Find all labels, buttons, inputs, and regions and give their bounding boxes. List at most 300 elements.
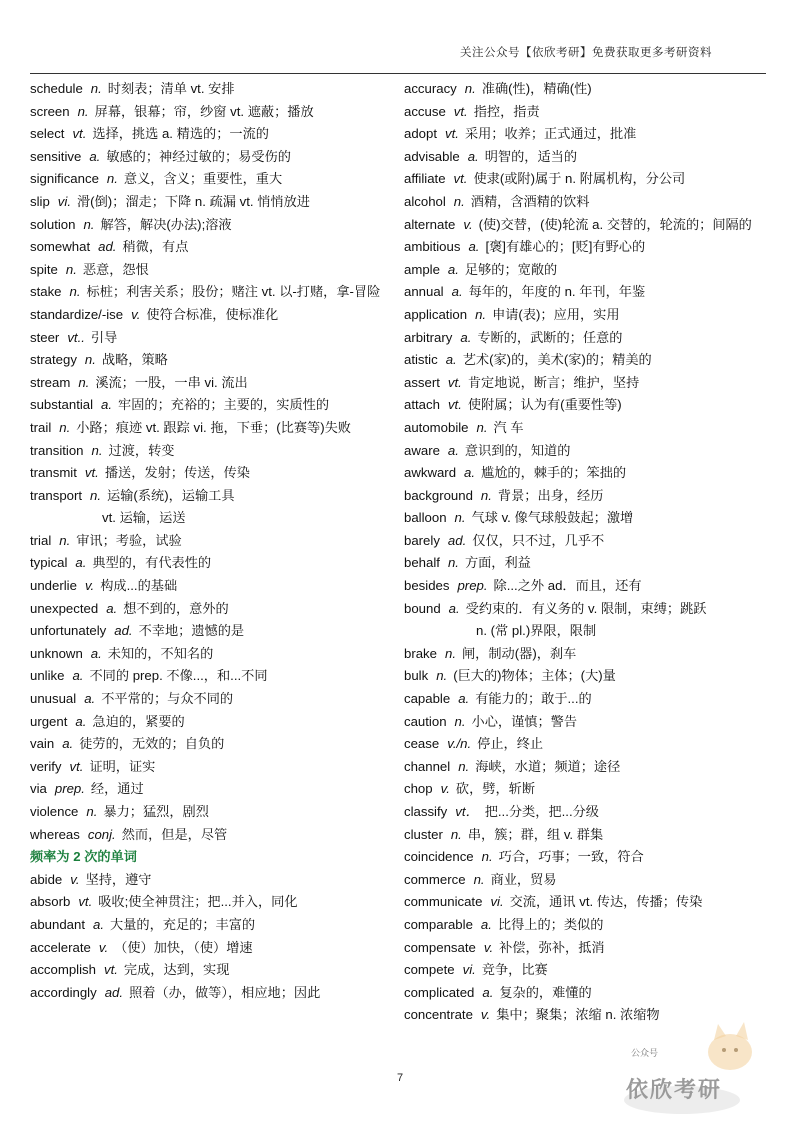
vocab-entry <box>30 801 388 824</box>
vocab-meaning: 受约束的．有义务的 v. 限制，束缚；跳跃 <box>465 600 707 616</box>
vocab-entry <box>404 281 776 304</box>
vocab-word: compensate <box>404 939 476 955</box>
part-of-speech: n. <box>59 419 71 435</box>
left-bottom-list <box>30 530 388 846</box>
vocab-word: automobile <box>404 419 469 435</box>
vocab-entry <box>404 824 776 847</box>
part-of-speech: n. <box>447 555 459 571</box>
part-of-speech: vt． <box>455 804 479 819</box>
part-of-speech: n. <box>78 374 90 390</box>
vocab-entry <box>404 394 776 417</box>
part-of-speech: prep. <box>457 578 488 594</box>
part-of-speech: a. <box>101 397 113 413</box>
part-of-speech: a. <box>448 600 460 616</box>
part-of-speech: n. <box>84 352 96 368</box>
left-section-list <box>30 869 388 1005</box>
vocab-meaning: 照着（办，做等），相应地；因此 <box>129 984 321 1000</box>
part-of-speech: vt. <box>78 894 93 910</box>
vocab-meaning: 准确(性)，精确(性) <box>481 81 592 96</box>
vocab-meaning: 完成，达到，实现 <box>123 962 230 978</box>
vocab-word: comparable <box>404 916 473 932</box>
vocab-word: adopt <box>404 126 438 142</box>
vocab-word: spite <box>30 261 58 277</box>
vocab-meaning: 气球 v. 像气球般鼓起；激增 <box>471 510 634 526</box>
vocab-entry <box>30 982 388 1005</box>
page-header: 关注公众号【依欣考研】免费获取更多考研资料 <box>460 45 712 59</box>
part-of-speech: a. <box>75 713 87 729</box>
vocab-meaning: 申请(表)；应用，实用 <box>492 306 620 322</box>
vocab-meaning: 大量的，充足的；丰富的 <box>110 916 256 932</box>
vocab-entry <box>30 168 388 191</box>
vocab-entry <box>30 598 388 621</box>
vocab-word: arbitrary <box>404 329 453 345</box>
vocab-word: standardize/-ise <box>30 306 124 322</box>
part-of-speech: n. <box>454 713 466 729</box>
vocab-entry <box>404 259 776 282</box>
part-of-speech: ad. <box>114 623 133 639</box>
vocab-meaning: 停止，终止 <box>477 736 544 752</box>
vocab-entry <box>30 462 388 485</box>
part-of-speech: vt. <box>103 962 118 978</box>
vocab-word: sensitive <box>30 148 82 164</box>
part-of-speech: v. <box>84 578 95 594</box>
vocab-meaning: 构成...的基础 <box>100 578 178 594</box>
vocab-meaning: 证明，证实 <box>89 758 156 774</box>
vocab-meaning: 不同的 prep. 不像...，和...不同 <box>89 668 268 684</box>
vocab-meaning: 尴尬的，棘手的；笨拙的 <box>481 465 627 481</box>
vocab-entry <box>30 688 388 711</box>
vocab-word: capable <box>404 691 451 707</box>
vocab-meaning: 未知的，不知名的 <box>107 645 214 661</box>
vocab-entry <box>404 891 776 914</box>
part-of-speech: v. <box>70 871 80 887</box>
vocab-entry <box>404 756 776 779</box>
vocab-word: ample <box>404 261 440 277</box>
vocab-meaning: 每年的，年度的 n. 年刊，年鉴 <box>468 284 646 300</box>
part-of-speech: a. <box>451 284 463 300</box>
part-of-speech: n. <box>473 871 485 887</box>
vocab-meaning: 典型的，有代表性的 <box>92 555 212 571</box>
vocab-word: transmit <box>30 465 77 481</box>
vocab-word: cluster <box>404 826 443 842</box>
part-of-speech: a. <box>482 984 494 1000</box>
vocab-word: unlike <box>30 668 65 684</box>
vocab-meaning: 使符合标准，使标准化 <box>146 306 279 322</box>
vocab-entry <box>404 801 776 824</box>
part-of-speech: prep. <box>54 781 85 797</box>
vocab-entry <box>30 372 388 395</box>
vocab-entry <box>404 688 776 711</box>
part-of-speech: n. <box>475 306 487 322</box>
vocab-entry <box>404 462 776 485</box>
vocab-word: trial <box>30 532 52 548</box>
part-of-speech: vt. <box>447 374 462 390</box>
vocab-word: schedule <box>30 81 83 96</box>
part-of-speech: a. <box>464 465 476 481</box>
vocab-meaning: 明智的，适当的 <box>484 148 578 164</box>
vocab-word: steer <box>30 329 60 345</box>
vocab-word: unknown <box>30 645 83 661</box>
vocab-meaning: 复杂的，难懂的 <box>499 984 592 1000</box>
vocab-meaning: 时刻表；清单 vt. 安排 <box>107 81 235 96</box>
part-of-speech: a. <box>84 691 96 707</box>
vocab-word: alcohol <box>404 193 446 209</box>
vocab-entry <box>404 168 776 191</box>
part-of-speech: vi. <box>462 962 476 978</box>
vocab-meaning: 专断的，武断的；任意的 <box>477 329 623 345</box>
vocab-meaning: (使)交替，(使)轮流 a. 交替的，轮流的；间隔的 <box>478 216 752 232</box>
vocab-entry <box>404 191 776 214</box>
vocab-meaning: 标桩；利害关系；股份；赌注 vt. 以-打赌，拿-冒险 <box>86 284 381 300</box>
vocab-word: underlie <box>30 578 77 594</box>
part-of-speech: n. <box>90 81 102 96</box>
vocab-entry <box>404 123 776 146</box>
vocab-word: trail <box>30 419 52 435</box>
vocab-word: behalf <box>404 555 440 571</box>
vocab-word: somewhat <box>30 239 91 255</box>
vocab-meaning: 播送，发射；传送，传染 <box>104 465 250 481</box>
part-of-speech: v./n. <box>447 736 472 752</box>
vocab-word: violence <box>30 804 79 819</box>
vocab-word: abide <box>30 871 63 887</box>
vocab-word: ambitious <box>404 239 461 255</box>
part-of-speech: n. <box>480 487 492 503</box>
vocab-entry <box>30 711 388 734</box>
part-of-speech: n. <box>86 804 98 819</box>
vocab-meaning: （使）加快，（使）增速 <box>114 939 253 955</box>
vocab-word: barely <box>404 532 440 548</box>
vocab-meaning: 仅仅，只不过，几乎不 <box>472 532 605 548</box>
vocab-word: unfortunately <box>30 623 107 639</box>
vocab-meaning: 指控，指责 <box>473 103 540 119</box>
vocab-word: background <box>404 487 473 503</box>
part-of-speech: v. <box>463 216 473 232</box>
vocab-meaning: 把...分类，把...分级 <box>484 804 599 819</box>
vocab-meaning: 比得上的；类似的 <box>497 916 604 932</box>
vocab-entry <box>30 101 388 124</box>
part-of-speech: vt. <box>84 465 99 481</box>
part-of-speech: a. <box>89 148 101 164</box>
right-column <box>404 78 776 1027</box>
part-of-speech: n. <box>436 668 448 684</box>
vocab-entry <box>404 101 776 124</box>
part-of-speech: v. <box>440 781 450 797</box>
vocab-entry <box>404 440 776 463</box>
vocab-word: transport <box>30 487 83 503</box>
vocab-word: channel <box>404 758 451 774</box>
vocab-entry <box>30 394 388 417</box>
vocab-meaning: 吸收;使全神贯注；把...并入，同化 <box>98 894 298 910</box>
vocab-meaning: 足够的；宽敞的 <box>464 261 558 277</box>
vocab-meaning: 选择，挑选 a. 精选的；一流的 <box>92 126 269 142</box>
bound-continuation: n. (常 pl.)界限，限制 <box>476 623 597 639</box>
vocab-entry <box>30 914 388 937</box>
vocab-meaning: 竞争，比赛 <box>481 962 548 978</box>
vocab-entry <box>404 236 776 259</box>
part-of-speech: vt. <box>453 103 468 119</box>
part-of-speech: vt.. <box>67 329 85 345</box>
vocab-word: via <box>30 781 47 797</box>
vocab-word: brake <box>404 645 437 661</box>
part-of-speech: conj. <box>87 826 116 842</box>
vocab-entry <box>404 304 776 327</box>
vocab-word: accomplish <box>30 962 96 978</box>
vocab-entry <box>30 146 388 169</box>
part-of-speech: v. <box>483 939 494 955</box>
vocab-entry <box>30 665 388 688</box>
vocab-entry <box>30 259 388 282</box>
vocab-meaning: 恶意，怨恨 <box>82 261 149 277</box>
vocab-entry <box>404 146 776 169</box>
vocab-meaning: 有能力的；敢于...的 <box>475 691 592 707</box>
vocab-meaning: 解答，解决(办法);溶液 <box>100 216 232 232</box>
vocab-word: substantial <box>30 397 94 413</box>
section-heading: 频率为 2 次的单词 <box>30 849 137 865</box>
vocab-entry <box>30 937 388 960</box>
vocab-word: chop <box>404 781 433 797</box>
part-of-speech: n. <box>83 216 95 232</box>
vocab-word: attach <box>404 397 440 413</box>
page-number: 7 <box>396 1072 404 1084</box>
vocab-entry <box>404 530 776 553</box>
vocab-meaning: 使隶(或附)属于 n. 附属机构，分公司 <box>473 171 686 187</box>
header-rule <box>30 73 766 74</box>
part-of-speech: n. <box>445 645 456 661</box>
vocab-entry <box>404 214 776 237</box>
left-top-list <box>30 78 388 507</box>
vocab-entry <box>404 598 776 621</box>
part-of-speech: v. <box>131 306 141 322</box>
vocab-meaning: 屏幕，银幕；帘，纱窗 vt. 遮蔽；播放 <box>94 103 314 119</box>
vocab-word: assert <box>404 374 440 390</box>
vocab-word: compete <box>404 962 455 978</box>
vocab-meaning: 审讯；考验，试验 <box>76 532 182 548</box>
part-of-speech: v. <box>98 939 109 955</box>
vocab-meaning: 然而，但是，尽管 <box>121 826 228 842</box>
part-of-speech: vt. <box>447 397 462 413</box>
vocab-word: advisable <box>404 148 460 164</box>
vocab-meaning: 战略，策略 <box>101 352 168 368</box>
vocab-meaning: 坚持，遵守 <box>85 871 152 887</box>
part-of-speech: vt. <box>445 126 459 142</box>
vocab-meaning: 集中；聚集；浓缩 n. 浓缩物 <box>496 1007 660 1023</box>
vocab-meaning: (巨大的)物体；主体；(大)量 <box>453 668 616 684</box>
vocab-entry <box>30 440 388 463</box>
vocab-meaning: 酒精，含酒精的饮料 <box>470 193 590 209</box>
vocab-entry <box>404 349 776 372</box>
vocab-meaning: [褒]有雄心的；[贬]有野心的 <box>485 239 646 255</box>
part-of-speech: n. <box>464 81 476 96</box>
vocab-entry <box>404 665 776 688</box>
vocab-entry <box>404 485 776 508</box>
part-of-speech: a. <box>106 600 118 616</box>
part-of-speech: vt. <box>453 171 468 187</box>
vocab-entry <box>30 530 388 553</box>
vocab-entry <box>404 78 776 101</box>
vocab-meaning: 运输(系统)，运输工具 <box>107 487 235 503</box>
right-top-list <box>404 78 776 620</box>
part-of-speech: vt. <box>69 758 84 774</box>
part-of-speech: a. <box>62 736 74 752</box>
vocab-word: aware <box>404 442 440 458</box>
vocab-word: affiliate <box>404 171 446 187</box>
vocab-meaning: 暴力；猛烈，剧烈 <box>103 804 209 819</box>
vocab-meaning: 小心，谨慎；警告 <box>471 713 578 729</box>
vocab-entry <box>30 620 388 643</box>
vocab-entry <box>30 236 388 259</box>
vocab-entry <box>404 914 776 937</box>
vocab-meaning: 补偿，弥补，抵消 <box>499 939 605 955</box>
vocab-meaning: 经，通过 <box>90 781 144 797</box>
vocab-word: awkward <box>404 465 457 481</box>
part-of-speech: n. <box>59 532 71 548</box>
vocab-word: verify <box>30 758 62 774</box>
part-of-speech: n. <box>454 510 466 526</box>
vocab-word: besides <box>404 578 450 594</box>
vocab-entry <box>404 575 776 598</box>
vocab-word: communicate <box>404 894 483 910</box>
vocab-entry <box>404 869 776 892</box>
part-of-speech: a. <box>468 239 480 255</box>
vocab-word: caution <box>404 713 447 729</box>
vocab-word: whereas <box>30 826 80 842</box>
vocab-word: accuse <box>404 103 446 119</box>
vocab-word: significance <box>30 171 99 187</box>
vocab-entry <box>404 846 776 869</box>
vocab-word: unexpected <box>30 600 99 616</box>
vocab-meaning: 过渡，转变 <box>108 442 175 458</box>
vocab-meaning: 滑(倒)；溜走；下降 n. 疏漏 vt. 悄悄放进 <box>76 193 310 209</box>
part-of-speech: n. <box>106 171 118 187</box>
vocab-word: absorb <box>30 894 71 910</box>
vocab-word: urgent <box>30 713 68 729</box>
vocab-meaning: 汽 车 <box>493 419 524 435</box>
vocab-word: accuracy <box>404 81 457 96</box>
vocab-word: classify <box>404 804 448 819</box>
vocab-meaning: 小路；痕迹 vt. 跟踪 vi. 拖，下垂；(比赛等)失败 <box>76 419 351 435</box>
watermark-small: 公众号 <box>631 1048 659 1058</box>
part-of-speech: n. <box>450 826 462 842</box>
part-of-speech: a. <box>90 645 102 661</box>
vocab-meaning: 串，簇；群，组 v. 群集 <box>467 826 604 842</box>
vocab-entry <box>30 485 388 508</box>
vocab-entry <box>30 756 388 779</box>
vocab-meaning: 急迫的，紧要的 <box>92 713 185 729</box>
part-of-speech: a. <box>458 691 470 707</box>
vocab-word: atistic <box>404 352 438 368</box>
vocab-word: bound <box>404 600 441 616</box>
part-of-speech: a. <box>447 442 459 458</box>
vocab-word: strategy <box>30 352 77 368</box>
vocab-entry <box>404 552 776 575</box>
vocab-meaning: 使附属；认为有(重要性等) <box>467 397 622 413</box>
right-bottom-list <box>404 643 776 1027</box>
vocab-meaning: 徒劳的，无效的；自负的 <box>79 736 225 752</box>
vocab-meaning: 方面，利益 <box>464 555 531 571</box>
vocab-word: unusual <box>30 691 77 707</box>
vocab-entry <box>30 869 388 892</box>
vocab-entry <box>30 959 388 982</box>
part-of-speech: v. <box>480 1007 491 1023</box>
vocab-meaning: 采用；收养；正式通过，批准 <box>464 126 637 142</box>
vocab-word: typical <box>30 555 68 571</box>
part-of-speech: n. <box>91 442 103 458</box>
part-of-speech: vi. <box>57 193 71 209</box>
vocab-meaning: 不幸地；遗憾的是 <box>138 623 245 639</box>
vocab-word: abundant <box>30 916 86 932</box>
vocab-meaning: 溪流；一股，一串 vi. 流出 <box>95 374 248 390</box>
vocab-entry <box>30 281 388 304</box>
part-of-speech: vi. <box>490 894 504 910</box>
vocab-entry <box>404 937 776 960</box>
vocab-entry <box>404 711 776 734</box>
vocab-entry <box>404 959 776 982</box>
vocab-meaning: 除...之外 ad．而且，还有 <box>493 578 642 594</box>
vocab-entry <box>30 214 388 237</box>
part-of-speech: n. <box>69 284 81 300</box>
vocab-word: cease <box>404 736 440 752</box>
part-of-speech: n. <box>458 758 470 774</box>
vocab-entry <box>30 417 388 440</box>
part-of-speech: n. <box>65 261 77 277</box>
vocab-meaning: 意识到的，知道的 <box>464 442 571 458</box>
vocab-word: balloon <box>404 510 447 526</box>
vocab-meaning: 敏感的；神经过敏的；易受伤的 <box>106 148 291 164</box>
vocab-word: slip <box>30 193 50 209</box>
vocab-entry <box>30 824 388 847</box>
vocab-meaning: 稍微，有点 <box>122 239 189 255</box>
vocab-meaning: 砍，劈，斩断 <box>455 781 536 797</box>
part-of-speech: a. <box>447 261 459 277</box>
vocab-meaning: 肯定地说，断言；维护，坚持 <box>467 374 640 390</box>
vocab-entry <box>30 123 388 146</box>
part-of-speech: vt. <box>72 126 87 142</box>
vocab-word: annual <box>404 284 444 300</box>
vocab-meaning: 商业，贸易 <box>490 871 557 887</box>
vocab-word: screen <box>30 103 70 119</box>
vocab-entry <box>30 778 388 801</box>
vocab-word: alternate <box>404 216 456 232</box>
watermark-text: 依欣考研 <box>626 1078 723 1103</box>
vocab-meaning: 不平常的；与众不同的 <box>101 691 234 707</box>
part-of-speech: n. <box>476 419 488 435</box>
vocab-meaning: 牢固的；充裕的；主要的，实质性的 <box>118 397 330 413</box>
vocab-word: accordingly <box>30 984 97 1000</box>
part-of-speech: ad. <box>104 984 124 1000</box>
vocab-meaning: 意义，含义；重要性，重大 <box>123 171 283 187</box>
vocab-entry <box>30 575 388 598</box>
vocab-word: concentrate <box>404 1007 473 1023</box>
vocab-entry <box>404 327 776 350</box>
vocab-meaning: 想不到的，意外的 <box>123 600 229 616</box>
part-of-speech: a. <box>445 352 457 368</box>
vocab-entry <box>30 304 388 327</box>
vocab-word: select <box>30 126 65 142</box>
left-column <box>30 78 388 1004</box>
vocab-entry <box>30 733 388 756</box>
vocab-entry <box>30 349 388 372</box>
vocab-entry <box>30 552 388 575</box>
vocab-word: transition <box>30 442 84 458</box>
vocab-meaning: 背景；出身，经历 <box>497 487 604 503</box>
vocab-word: accelerate <box>30 939 91 955</box>
vocab-word: stream <box>30 374 71 390</box>
vocab-entry <box>404 417 776 440</box>
vocab-meaning: 艺术(家)的，美术(家)的；精美的 <box>462 352 652 368</box>
vocab-entry <box>30 891 388 914</box>
vocab-word: complicated <box>404 984 475 1000</box>
vocab-word: solution <box>30 216 76 232</box>
